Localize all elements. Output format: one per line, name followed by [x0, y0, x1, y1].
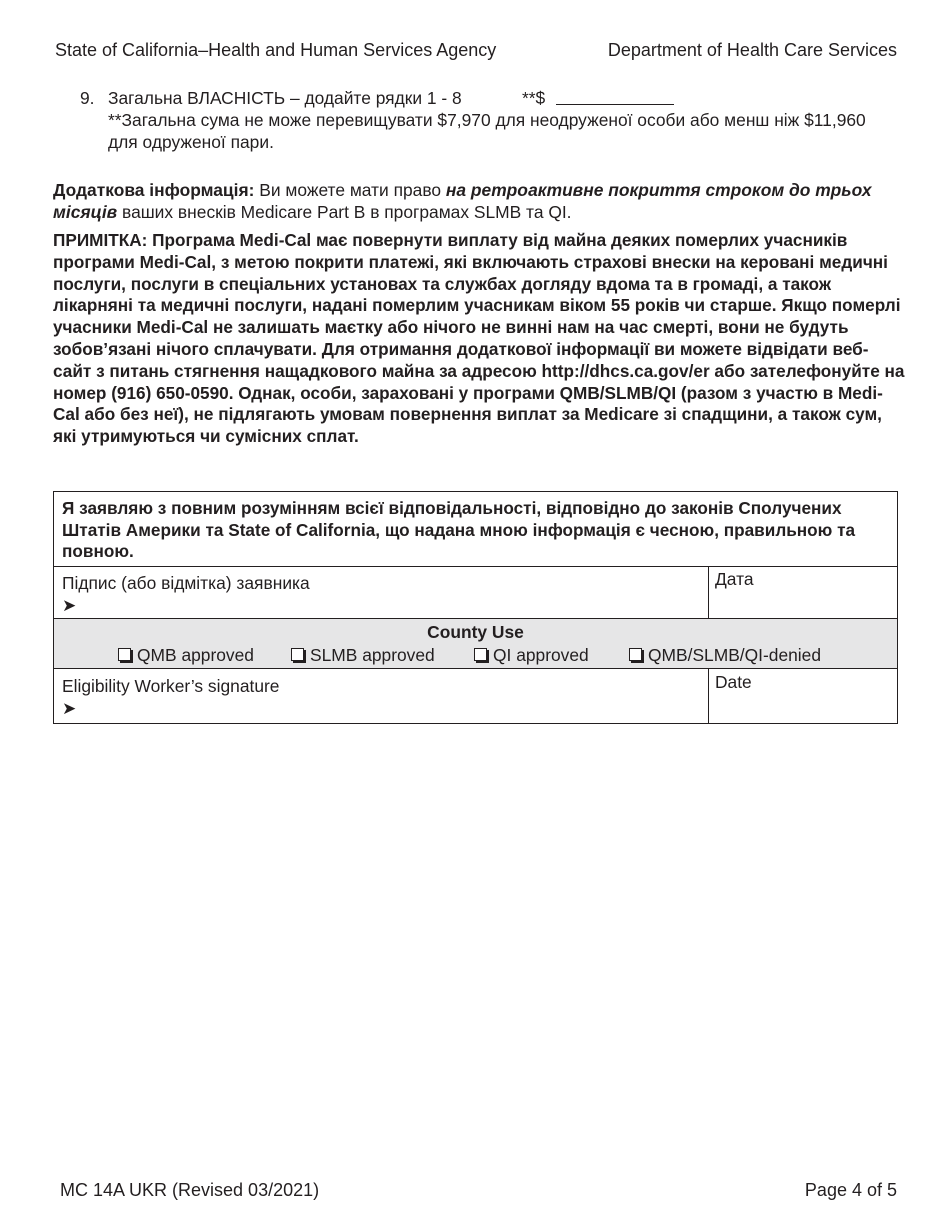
qmb-approved-label: QMB approved — [137, 645, 254, 665]
arrow-icon: ➤ — [62, 699, 77, 718]
arrow-icon: ➤ — [62, 596, 77, 615]
worker-signature-row[interactable] — [54, 669, 897, 723]
applicant-date-label: Дата — [715, 569, 754, 589]
additional-info-emphasis: на ретроактивне покриття строком до трьох місяців — [53, 180, 872, 222]
declaration-text: Я заявляю з повним розумінням всієї відповідальності, відповідно до законів Сполучених Штатів Америки та State of California, що надана мною інформація є чесною, правильною та повною. — [62, 498, 856, 561]
county-use-title: County Use — [427, 622, 524, 642]
item-9-note: **Загальна сума не може перевищувати $7,970 для неодруженої особи або менш ніж $11,960 для одруженої пари. — [108, 110, 866, 152]
checkbox-icon — [629, 648, 642, 661]
denied-label: QMB/SLMB/QI-denied — [648, 645, 822, 665]
slmb-approved-checkbox[interactable] — [291, 645, 435, 666]
item-9-number: 9. — [80, 88, 95, 108]
item-9-amount-prefix: **$ — [522, 88, 546, 108]
additional-info — [53, 179, 903, 223]
qmb-approved-checkbox[interactable] — [118, 645, 254, 666]
additional-info-label: Додаткова інформація: — [53, 180, 255, 200]
county-use-row — [54, 619, 897, 669]
checkbox-icon — [291, 648, 304, 661]
additional-info-text-before: Ви можете мати право — [254, 180, 446, 200]
qi-approved-label: QI approved — [493, 645, 589, 665]
slmb-approved-label: SLMB approved — [310, 645, 435, 665]
qi-approved-checkbox[interactable] — [474, 645, 589, 666]
total-property-amount-field[interactable] — [556, 104, 674, 105]
estate-recovery-notice: ПРИМІТКА: Програма Medi-Cal має повернути виплату від майна деяких померлих учасників програми Medi-Cal, з метою покрити платежі, які включають страхові внески на керовані медичні послуги, послуги в спеціальних установах та службах догляду вдома та в громаді, а також лікарняні та медичні послуги, надані померлим учасникам віком 55 років чи старше. Якщо померлі учасники Medi-Cal не залишать маєтку або нічого не винні нам на час смерті, вони не будуть зобов’язані нічого сплачувати. Для отримання додаткової інформації ви можете відвідати веб-сайт з питань стягнення нащадкового майна за адресою http://dhcs.ca.gov/er або зателефонуйте на номер (916) 650-0590. Однак, особи, зараховані у програми QMB/SLMB/QI (разом з участю в Medi-Cal або без неї), не підлягають умовам повернення виплат за Medicare зі спадщини, а також сум, які утримуються чи сумісних сплат. — [53, 230, 905, 447]
checkbox-icon — [474, 648, 487, 661]
declaration-table — [53, 491, 898, 724]
worker-date-label: Date — [715, 672, 752, 692]
applicant-signature-row[interactable] — [54, 566, 897, 619]
header-department: Department of Health Care Services — [607, 40, 897, 60]
additional-info-text-after: ваших внесків Medicare Part B в програмах SLMB та QI. — [117, 202, 572, 222]
worker-signature-label: Eligibility Worker’s signature — [62, 676, 280, 696]
page-number: Page 4 of 5 — [804, 1180, 897, 1200]
form-number: MC 14A UKR (Revised 03/2021) — [60, 1180, 320, 1200]
item-9-label: Загальна ВЛАСНІСТЬ – додайте рядки 1 - 8 — [108, 88, 462, 108]
divider — [708, 566, 709, 618]
declaration-row — [54, 492, 897, 567]
applicant-signature-label: Підпис (або відмітка) заявника — [62, 573, 310, 593]
checkbox-icon — [118, 648, 131, 661]
header-agency: State of California–Health and Human Services Agency — [55, 40, 497, 60]
denied-checkbox[interactable] — [629, 645, 821, 666]
divider — [708, 669, 709, 723]
